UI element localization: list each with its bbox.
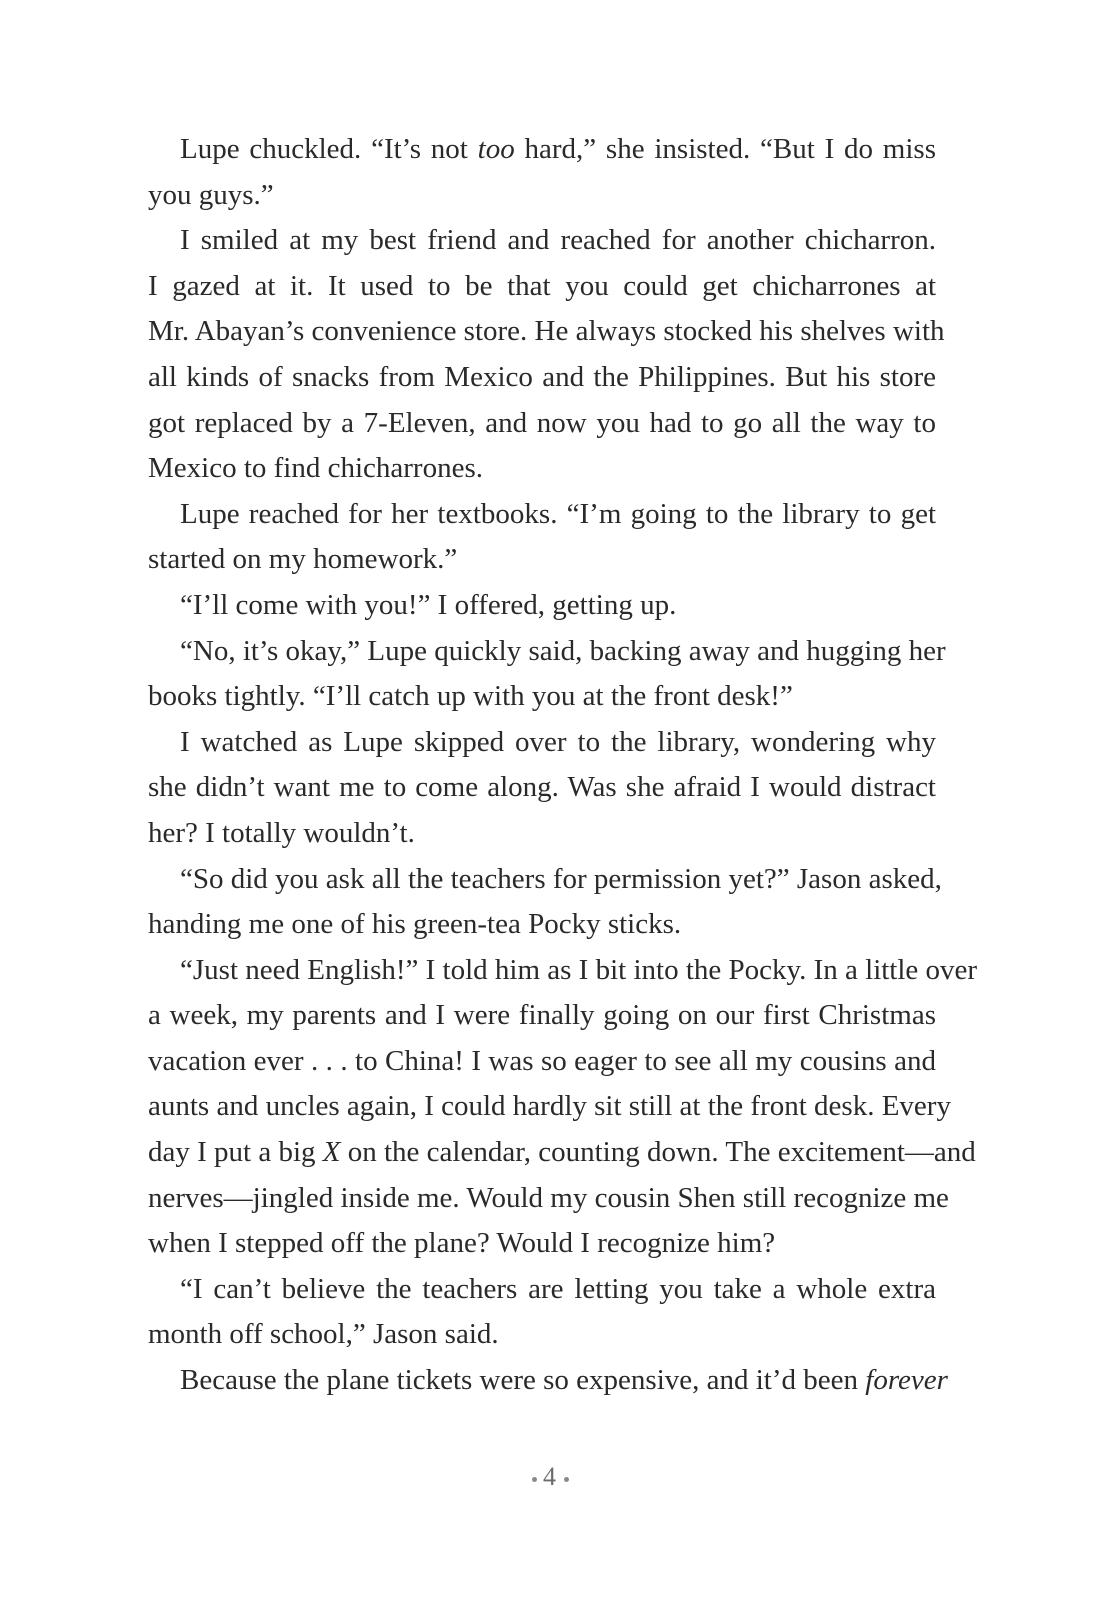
text-line [148,674,936,720]
text-segment: “I’ll come with you!” I offered, getting up. [180,588,677,621]
text-segment: day I put a big [148,1136,323,1169]
text-line [148,1221,936,1267]
body-text [148,127,978,1404]
text-segment: Because the plane tickets were so expensive, and it’d been [180,1364,866,1397]
text-line [148,629,946,675]
text-line [148,173,936,219]
text-segment: on the calendar, counting down. The excitement—and [340,1136,976,1169]
text-line [148,537,936,583]
text-segment: got replaced by a 7-Eleven, and now you had to go all the way to [148,406,936,439]
text-segment: Lupe chuckled. “It’s not [180,133,478,165]
italic-segment: too [477,133,515,165]
text-line [148,1358,948,1404]
text-line [148,1312,936,1358]
text-segment: she didn’t want me to come along. Was she afraid I would distract [148,771,936,804]
text-line [148,583,936,629]
text-segment: I watched as Lupe skipped over to the library, wondering why [180,725,936,758]
text-segment: “I can’t believe the teachers are letting you take a whole extra [180,1272,936,1305]
dot-right-icon [564,1477,569,1482]
text-line [148,1039,936,1085]
text-line [148,264,936,310]
text-segment: hard,” she insisted. “But I do miss [514,133,936,165]
text-line [148,309,945,355]
page-number-value: 4 [543,1462,558,1491]
text-segment: vacation ever . . . to China! I was so eager to see all my cousins and [148,1044,936,1077]
text-segment: books tightly. “I’ll catch up with you at the front desk!” [148,680,793,713]
text-line [148,355,936,401]
text-line [148,218,936,264]
italic-segment: forever [865,1364,948,1397]
italic-segment: X [322,1136,341,1169]
text-segment: month off school,” Jason said. [148,1318,499,1351]
text-line [148,720,936,766]
text-segment: all kinds of snacks from Mexico and the Philippines. But his store [148,360,936,393]
text-segment: Mr. Abayan’s convenience store. He always stocked his shelves with [148,315,945,348]
text-segment: when I stepped off the plane? Would I recognize him? [148,1227,776,1260]
text-segment: “So did you ask all the teachers for permission yet?” Jason asked, [180,862,942,895]
text-line [148,1130,976,1176]
page-number [0,1462,1101,1492]
text-line [148,811,936,857]
text-line [148,902,936,948]
text-segment: her? I totally wouldn’t. [148,816,415,849]
text-line [148,1176,949,1222]
text-line [148,446,936,492]
text-segment: “Just need English!” I told him as I bit into the Pocky. In a little over [180,953,978,986]
text-segment: nerves—jingled inside me. Would my cousin Shen still recognize me [148,1181,949,1214]
text-line [148,1084,951,1130]
text-segment: started on my homework.” [148,543,458,576]
text-segment: I smiled at my best friend and reached for another chicharron. [180,224,936,257]
text-segment: handing me one of his green-tea Pocky sticks. [148,908,682,941]
text-segment: I gazed at it. It used to be that you could get chicharrones at [148,269,936,302]
text-line [148,127,936,173]
text-line [148,765,936,811]
text-line [148,492,936,538]
text-segment: aunts and uncles again, I could hardly sit still at the front desk. Every [148,1090,951,1123]
text-segment: a week, my parents and I were finally going on our first Christmas [148,999,936,1032]
text-segment: you guys.” [148,178,274,211]
text-line [148,857,942,903]
text-segment: “No, it’s okay,” Lupe quickly said, backing away and hugging her [180,634,946,667]
text-line [148,948,978,994]
dot-left-icon [532,1477,537,1482]
text-line [148,1267,936,1313]
text-line [148,401,936,447]
text-segment: Mexico to find chicharrones. [148,452,484,485]
text-line [148,993,936,1039]
text-segment: Lupe reached for her textbooks. “I’m going to the library to get [180,497,936,530]
